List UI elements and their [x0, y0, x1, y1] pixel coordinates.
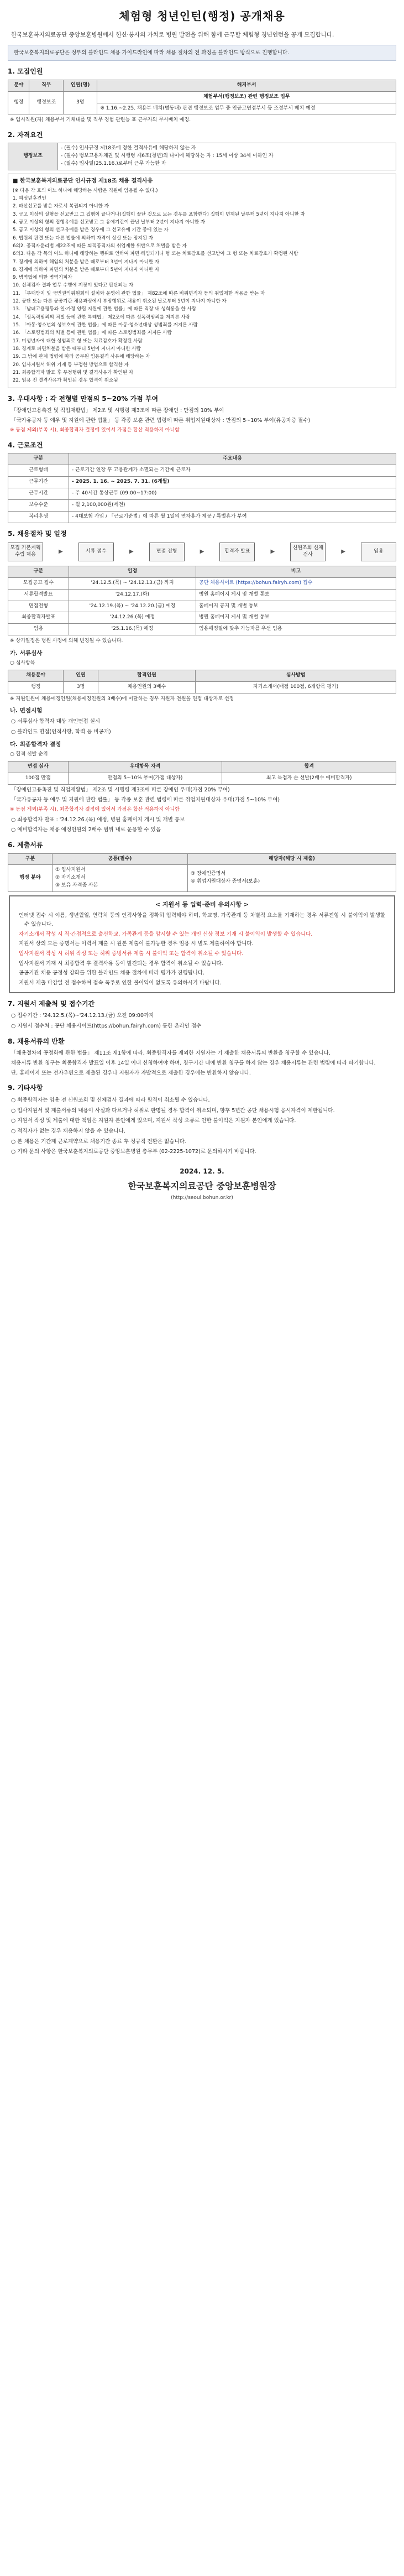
table-cell: 병원 홈페이지 게시 및 개별 통보 [196, 589, 396, 601]
disqualification-box [8, 174, 396, 388]
process-step: 합격자 발표 [219, 543, 255, 561]
table-header: 인원(명) [64, 80, 97, 91]
table-cell: 서류합격발표 [8, 589, 69, 601]
final-heading: 다. 최종합격자 결정 [10, 741, 61, 748]
blind-notice: 한국보훈복지의료공단은 정부의 블라인드 채용 가이드라인에 따라 채용 절차의 전 과정을 블라인드 방식으로 진행합니다. [8, 45, 396, 61]
list-item: 「장애인고용촉진 및 직업재활법」 제2조 및 시행령 제3조에 따른 장애인 우대(가점 20% 부여) [11, 786, 230, 793]
interview-heading: 나. 면접시험 [10, 707, 43, 715]
disqualification-item: 12. 공단 또는 다른 공공기관 채용과정에서 부정행위로 채용이 취소된 날로부터 5년이 지나지 아니한 자 [13, 299, 227, 305]
table-cell: ※ 1.16.~2.25. 채용부 배치(병동내) 관련 행정보조 업무 중 인공고면접부서 등 조정부서 배치 예정 [97, 103, 396, 114]
table-header: 구분 [8, 853, 53, 865]
table-cell: '25.1.16.(목) 예정 [69, 624, 196, 635]
footer-org: 한국보훈복지의료공단 중앙보훈병원장 [128, 1181, 276, 1192]
documents-table [8, 853, 396, 893]
schedule-table [8, 566, 396, 636]
process-step: 모집 기본계획 수립 채용 [8, 543, 43, 561]
table-header: 구분 [8, 453, 69, 465]
table-header: 비고 [196, 566, 396, 577]
disqualification-item: 6의2. 공직자윤리법 제22조에 따른 퇴직공직자의 취업제한 위반으로 처벌을 받은 자 [13, 243, 187, 249]
disqualification-list [13, 187, 391, 385]
disqualification-item: (※ 다음 각 호의 어느 하나에 해당하는 사람은 직원에 임용될 수 없다.) [13, 187, 158, 194]
arrow-right-icon: ▶ [341, 548, 345, 555]
table-cell: - 2025. 1. 16. ~ 2025. 7. 31. (6개월) [69, 477, 396, 488]
section-return-heading: 8. 채용서류의 반환 [8, 1037, 65, 1045]
table-cell: 행정 [8, 681, 64, 693]
disqualification-item: 13. 「남녀고용평등과 일·가정 양립 지원에 관한 법률」에 따른 직장 내 성희롱을 한 사람 [13, 306, 197, 312]
table-cell: 채용인원의 3배수 [98, 681, 195, 693]
table-cell: 체험부서(행정보조) 관련 행정보조 업무 [97, 91, 396, 103]
process-step: 서류 접수 [78, 543, 114, 561]
arrow-right-icon: ▶ [129, 548, 134, 555]
table-cell: 근무기간 [8, 477, 69, 488]
table-cell: 행정 [8, 91, 29, 114]
table-header: 우대항목 자격 [68, 761, 222, 773]
table-cell: - 4대보험 가입 / 「근로기준법」에 따른 월 1일의 연차휴가 제공 / 특별휴가 부여 [69, 512, 396, 523]
table-cell: 병원 홈페이지 게시 및 개별 통보 [196, 612, 396, 624]
table-cell: - 월 2,100,000원(세전) [69, 500, 396, 512]
list-item: ② 자기소개서 [55, 875, 86, 881]
section-process-heading: 5. 채용절차 및 일정 [8, 530, 67, 538]
table-cell: 임용예정일에 맞추 가능자를 우선 임용 [196, 624, 396, 635]
section-submission-heading: 7. 지원서 제출처 및 접수기간 [8, 999, 95, 1008]
list-item: ③ 장애인증명서 [191, 871, 226, 877]
table-cell: '24.12.17.(화) [69, 589, 196, 601]
caution-title: < 지원서 등 입력·준비 유의사항 > [155, 901, 249, 909]
process-step: 면접 전형 [149, 543, 185, 561]
disqualification-item: 2. 파산선고를 받은 자로서 복권되지 아니한 자 [13, 204, 109, 210]
table-cell: '24.12.19.(목) ~ '24.12.20.(금) 예정 [69, 601, 196, 612]
list-item: ○ 적격자가 없는 경우 채용하지 않을 수 있습니다. [11, 1128, 125, 1134]
list-item: 지원서 상의 모든 증명서는 이력서 제출 시 원본 제출이 불가능한 경우 임용 시 별도 제출하여야 합니다. [19, 941, 254, 947]
disqualification-item: 6의3. 다음 각 목의 어느 하나에 해당하는 행위로 인하여 파면·해임되거나 형 또는 치료감호를 선고받아 그 형 또는 치료감호가 확정된 사람 [13, 251, 298, 257]
list-item: 입사지원서 작성 시 허위 작성 또는 허위 증빙서류 제출 시 불이익 또는 합격이 취소될 수 있습니다. [19, 951, 244, 957]
disqualification-item: 16. 「스토킹범죄의 처벌 등에 관한 법률」에 따른 스토킹범죄를 저지른 사람 [13, 330, 172, 336]
list-item: ※ 동점 제외(부족 시), 최종합격자 결정에 있어서 가점은 합산 적용하지 아니함 [10, 427, 180, 434]
table-cell: 만점의 5~10% 부여(가점 대상자) [68, 773, 222, 784]
list-item: ④ 취업지원대상자 증명서(보훈) [191, 879, 260, 885]
recruit-note: ※ 임시직원(자) 채용부서 기체내를 및 직무 경험 관련능 표 근무자의 무시배치 예정. [10, 117, 191, 123]
table-cell: 3명 [64, 91, 97, 114]
table-cell: 홈페이지 공지 및 개별 통보 [196, 601, 396, 612]
table-header: 직무 [29, 80, 64, 91]
disqualification-item: 1. 피성년후견인 [13, 196, 46, 202]
table-cell: 임용 [8, 624, 69, 635]
table-header: 심사방법 [196, 670, 396, 681]
list-item: ○ 지원서 접수처 : 공단 채용사이트(https://bohun.fairyh.com) 통한 온라인 접수 [11, 1023, 202, 1029]
list-item: 인터넷 접수 시 이름, 생년월일, 연락처 등의 인적사항을 정확히 입력해야 하며, 학교명, 가족관계 등 차별적 요소를 기재하는 경우 서류전형 시 불이익이 발생할 수 있습니다. [19, 912, 385, 927]
caution-box [9, 895, 395, 993]
list-item: ※ 동점 제외(부족 시), 최종합격자 결정에 있어서 가점은 합산 적용하지 아니함 [10, 807, 180, 813]
table-cell: 모집공고 접수 [8, 577, 69, 589]
list-item: ○ 예비합격자는 채용 예정인원의 2배수 범위 내로 운용할 수 있음 [11, 827, 161, 833]
disqualification-item: 9. 병역법에 의한 병역기피자 [13, 275, 72, 281]
list-item: ○ 기타 문의 사항은 한국보훈복지의료공단 중앙보훈병원 총무부 (02-2225-1072)로 문의하시기 바랍니다. [11, 1149, 256, 1155]
table-header: 주요내용 [69, 453, 396, 465]
list-item: ○ 입사지원서 및 제출서류의 내용이 사실과 다르거나 허위로 판명될 경우 합격이 취소되며, 향후 5년간 공단 채용시험 응시자격이 제한됩니다. [11, 1107, 335, 1114]
list-item: ① 입사지원서 [55, 867, 86, 873]
table-header: 해지부서 [97, 80, 396, 91]
disqualification-item: 19. 그 밖에 관계 법령에 따라 공무원 임용결격 사유에 해당하는 자 [13, 354, 150, 360]
arrow-right-icon: ▶ [200, 548, 204, 555]
table-cell: 3명 [64, 681, 98, 693]
table-cell: 최종합격자발표 [8, 612, 69, 624]
table-header: 합격 [222, 761, 396, 773]
disqualification-item: 14. 「성폭력범죄의 처벌 등에 관한 특례법」 제2조에 따른 성폭력범죄를 저지른 사람 [13, 314, 190, 320]
table-cell: 자기소개서(배점 100점, 6개항목 평가) [196, 681, 396, 693]
intro-text: 한국보훈복지의료공단 중앙보훈병원에서 헌신·봉사의 가치로 병원 발전을 위해 함께 근무할 체험형 청년인턴을 공개 모집합니다. [11, 32, 334, 38]
list-item: ③ 보유 자격증 사본 [55, 883, 98, 889]
disqualification-item: 10. 신체검사 결과 업무 수행에 지장이 있다고 판단되는 자 [13, 283, 134, 289]
disqualification-item: 18. 징계로 파면처분을 받은 때부터 5년이 지나지 아니한 사람 [13, 346, 141, 352]
table-cell: 행정보조 [29, 91, 64, 114]
table-cell: - 근로기간 연장 후 고용관계가 소멸되는 기간제 근로자 [69, 465, 396, 477]
list-item: 「국가유공자 등 예우 및 지원에 관한 법률」 등 각종 보훈 관련 법령에 따른 취업지원대상자 우대(가점 5~10% 부여) [11, 796, 280, 803]
arrow-right-icon: ▶ [59, 548, 63, 555]
table-cell: '24.12.5.(목) ~ '24.12.13.(금) 까지 [69, 577, 196, 589]
disqualification-item: 6. 법원의 판결 또는 다른 법률에 의하여 자격이 상실 또는 정지된 자 [13, 235, 154, 241]
table-header: 면접 심사 [8, 761, 69, 773]
list-item: 채용서류 반환 청구는 최종합격자 발표일 이후 14일 이내 신청하여야 하며, 청구기간 내에 반환 청구를 하지 않는 경우 채용서류는 관련 법령에 따라 파기합니다. [11, 1060, 376, 1066]
table-cell: 근무시간 [8, 488, 69, 500]
disqualification-item: 15. 「아동·청소년의 성보호에 관한 법률」에 따른 아동·청소년대상 성범죄를 저지른 사람 [13, 322, 198, 328]
list-item: 지원서 제출 마감일 전 접수하여 접속 폭주로 인한 불이익이 없도록 유의하시기 바랍니다. [19, 980, 222, 987]
final-sub: ○ 합격 선발 순위 [10, 752, 48, 758]
schedule-note: ※ 상기일정은 병원 사정에 의해 변경될 수 있습니다. [10, 638, 123, 644]
table-cell: 공단 채용사이트 (https://bohun.fairyh.com) 접수 [196, 577, 396, 589]
table-header: 구분 [8, 566, 69, 577]
section-qualification-heading: 2. 자격요건 [8, 131, 43, 139]
section-etc-heading: 9. 기타사항 [8, 1084, 43, 1092]
list-item: ○ 접수기간 : '24.12.5.(목)~'24.12.13.(금) 오전 09:00까지 [11, 1013, 154, 1019]
table-header: 인원 [64, 670, 98, 681]
list-item: ○ 본 채용은 기간제 근로계약으로 채용기간 종료 후 정규직 전환은 없습니다. [11, 1138, 186, 1145]
list-item: - (필수) 입사일(25.1.16.)로부터 근무 가능한 자 [61, 161, 166, 167]
list-item: 「채용절차의 공정화에 관한 법률」 제11조 제1항에 따라, 최종합격자를 제외한 지원자는 기 제출한 채용서류의 반환을 청구할 수 있습니다. [11, 1050, 330, 1057]
table-cell: - 주 40시간 통상근무 (09:00~17:00) [69, 488, 396, 500]
table-cell: 행정보조 [8, 143, 58, 170]
table-cell: 100점 만점 [8, 773, 69, 784]
section-recruit-count-heading: 1. 모집인원 [8, 67, 43, 76]
table-cell: 복리후생 [8, 512, 69, 523]
process-step: 임용 [361, 543, 396, 561]
qualification-lines [58, 143, 396, 170]
disqualification-item: 11. 「부패방지 및 국민권익위원회의 설치와 운영에 관한 법률」 제82조에 따른 비위면직자 등의 취업제한 적용을 받는 자 [13, 290, 265, 296]
list-item: - (필수) 병보고용자채권 및 시행령 제6조(청년)의 나이에 해당하는 자 : 15세 이상 34세 이하인 자 [61, 153, 274, 159]
list-item: 공공기관 채용 공정성 강화를 위한 블라인드 채용 절차에 따라 평가가 진행됩니다. [19, 970, 205, 977]
box-title: ■ 한국보훈복지의료공단 인사규정 제18조 채용 결격사유 [13, 178, 153, 185]
table-cell [53, 865, 188, 892]
section-documents-heading: 6. 제출서류 [8, 841, 43, 849]
process-step: 신원조회 신체검사 [290, 543, 326, 561]
disqualification-item: 17. 미성년자에 대한 성범죄로 형 또는 치료감호가 확정된 사람 [13, 338, 143, 344]
disqualification-item: 8. 징계에 의하여 파면의 처분을 받은 때로부터 5년이 지나지 아니한 자 [13, 267, 160, 273]
table-cell: '24.12.26.(목) 예정 [69, 612, 196, 624]
section-conditions-heading: 4. 근로조건 [8, 441, 43, 449]
table-header: 공통(필수) [53, 853, 188, 865]
list-item: ○ 블라인드 면접(인적사항, 학력 등 비공개) [11, 729, 111, 736]
table-header: 분야 [8, 80, 29, 91]
table-cell: 보수수준 [8, 500, 69, 512]
table-cell: 근로형태 [8, 465, 69, 477]
disqualification-item: 20. 입사지원서 허위 기재 등 부정한 방법으로 합격한 자 [13, 362, 129, 368]
doc-review-table [8, 670, 396, 693]
arrow-right-icon: ▶ [270, 548, 275, 555]
recruitment-notice [0, 0, 404, 1213]
list-item: 입사지원서 기재 시 최종합격 후 결격사유 등이 발견되는 경우 합격이 취소될 수 있습니다. [19, 960, 223, 967]
list-item: ○ 최종합격자는 임용 전 신원조회 및 신체검사 결과에 따라 합격이 취소될 수 있습니다. [11, 1097, 210, 1103]
list-item: - (필수) 인사규정 제18조에 정한 결격사유에 해당하지 않는 자 [61, 145, 196, 152]
table-cell: 최고 득점자 순 선발(2배수 예비합격자) [222, 773, 396, 784]
qualification-table [8, 143, 396, 170]
disqualification-item: 5. 금고 이상의 형의 선고유예를 받은 경우에 그 선고유예 기간 중에 있는 자 [13, 227, 169, 233]
disqualification-item: 7. 징계에 의하여 해임의 처분을 받은 때로부터 3년이 지나지 아니한 자 [13, 259, 160, 265]
table-header: 일정 [69, 566, 196, 577]
section-preference-heading: 3. 우대사항 : 각 전형별 만점의 5~20% 가점 부여 [8, 394, 159, 403]
disqualification-item: 4. 금고 이상의 형의 집행유예를 선고받고 그 유예기간이 끝난 날부터 2년이 지나지 아니한 자 [13, 219, 206, 225]
list-item: 「국가유공자 등 예우 및 지원에 관한 법률」 등 각종 보훈 관련 법령에 따른 취업지원대상자 : 만점의 5~10% 부여(유공자증 필수) [11, 417, 311, 424]
process-flow [8, 543, 396, 561]
doc-review-note: ※ 지원인원이 채용예정인원(채용예정인원의 3배수)에 미달하는 경우 지원자 전원을 면접 대상자로 선정 [10, 696, 234, 702]
disqualification-item: 21. 최종합격자 발표 후 부정행위 및 결격사유가 확인된 자 [13, 369, 134, 376]
disqualification-item: 3. 금고 이상의 실형을 선고받고 그 집행이 끝나거나(집행이 끝난 것으로 보는 경우를 포함한다) 집행이 면제된 날부터 5년이 지나지 아니한 자 [13, 211, 305, 217]
conditions-table [8, 453, 396, 523]
list-item: ○ 서류심사 합격자 대상 개인면접 실시 [11, 718, 101, 725]
table-header: 합격인원 [98, 670, 195, 681]
list-item: ○ 지원서 작성 및 제출에 대한 책임은 지원자 본인에게 있으며, 지원서 작성 오류로 인한 불이익은 지원자 본인에게 있습니다. [11, 1118, 296, 1124]
table-header: 해당자(해당 시 제출) [188, 853, 396, 865]
final-table [8, 761, 396, 785]
list-item: 「장애인고용촉진 및 직업재활법」 제2조 및 시행령 제3조에 따른 장애인 : 만점의 10% 부여 [11, 408, 224, 414]
doc-review-sub: ○ 심사항목 [10, 660, 35, 666]
disqualification-item: 22. 임용 전 결격사유가 확인된 경우 합격이 취소됨 [13, 378, 118, 384]
footer-date: 2024. 12. 5. [180, 1167, 224, 1175]
list-item: 자기소개서 작성 시 직·간접적으로 출신학교, 가족관계 등을 암시할 수 있는 개인 신상 정보 기재 시 불이익이 발생할 수 있습니다. [19, 931, 313, 937]
footer-url[interactable]: (http://seoul.bohun.or.kr) [171, 1195, 233, 1201]
table-cell: 면접전형 [8, 601, 69, 612]
doc-review-heading: 가. 서류심사 [10, 649, 43, 656]
table-cell [188, 865, 396, 892]
list-item: ○ 최종합격자 발표 : '24.12.26.(목) 예정, 병원 홈페이지 게시 및 개별 통보 [11, 816, 185, 823]
table-cell: 행정 분야 [8, 865, 53, 892]
table-header: 채용분야 [8, 670, 64, 681]
page-title: 체험형 청년인턴(행정) 공개채용 [119, 9, 285, 23]
recruit-table [8, 80, 396, 115]
list-item: 단, 홈페이지 또는 전자우편으로 제출된 경우나 지원자가 자발적으로 제출한 경우에는 반환하지 않습니다. [11, 1070, 251, 1076]
